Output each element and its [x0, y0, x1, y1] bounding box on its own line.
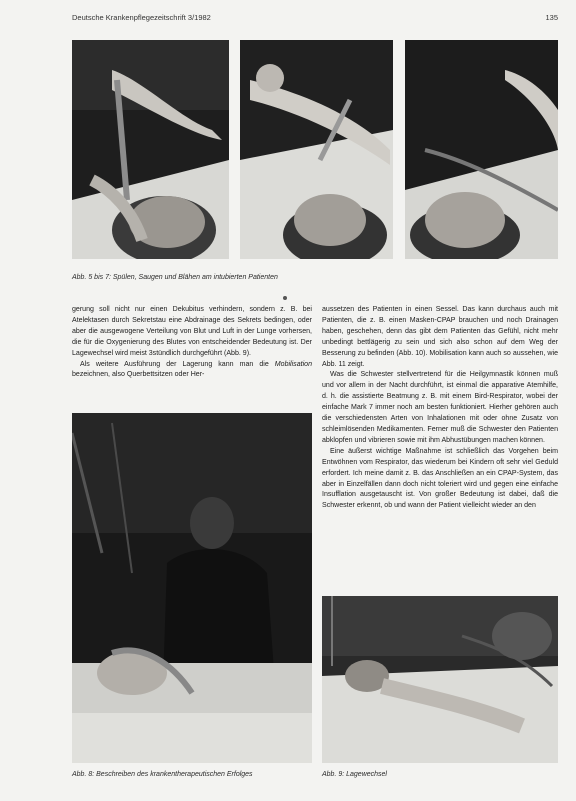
journal-title: Deutsche Krankenpflegezeitschrift 3/1982 — [72, 13, 211, 22]
photo-abb-5 — [72, 40, 229, 259]
text-column-right — [322, 305, 558, 512]
caption-abb-5-7: Abb. 5 bis 7: Spülen, Saugen und Blähen am intubierten Patienten — [72, 274, 278, 281]
page-number: 135 — [545, 13, 558, 22]
text-column-left — [72, 305, 312, 381]
paragraph-sessel: aussetzen des Patienten in einen Sessel. Das kann durchaus auch mit Patienten, die z. B. einen Masken-CPAP brauchen und noch Drainagen haben, geschehen, denn das gibt dem Patienten das Gefühl, nicht mehr unbedingt bettlägerig zu sein und sich also schon auf dem Weg der Besserung zu befinden (Abb. 10). Mobilisation kann auch so aussehen, wie Abb. 11 zeigt. — [322, 306, 558, 368]
photo-abb-9 — [322, 596, 558, 763]
running-header — [72, 13, 558, 25]
term-mobilisation: Mobilisation — [274, 360, 312, 368]
paragraph-lagerung: gerung soll nicht nur einen Dekubitus verhindern, sondern z. B. bei Atelektasen durch Sekretstau eine Abdrainage des Sekrets bedingen, oder aber die ausgewogene Verteilung von Blut und Luft in der Lunge vorhersen, die für die Oxygenierung des Blutes von entscheidender Bedeutung ist. Der Lagewechsel wird meist 3stündlich durchgeführt (Abb. 9). — [72, 306, 312, 357]
caption-abb-9: Abb. 9: Lagewechsel — [322, 771, 387, 778]
photo-abb-8 — [72, 413, 312, 763]
section-bullet — [283, 296, 287, 300]
paragraph-entwoehnung: Eine äußerst wichtige Maßnahme ist schließlich das Vorgehen beim Entwöhnen vom Respirator, das wiederum bei Kindern oft sehr viel Geduld erfordert. Ich meine damit z. B. das Anschließen an ein CPAP-System, das aber in Einzelfällen dann doch nicht toleriert wird und gegen eine einfache Insufflation ausgetauscht ist. Von großer Bedeutung ist dabei, daß die Schwester erkennt, ob und wann der Patient vielleicht wieder an den — [322, 447, 558, 510]
photo-abb-7 — [405, 40, 558, 259]
photo-abb-6 — [240, 40, 393, 259]
caption-abb-8: Abb. 8: Beschreiben des krankentherapeutischen Erfolges — [72, 771, 253, 778]
paragraph-mobilisation: Als weitere Ausführung der Lagerung kann man die Mobilisation bezeichnen, also Querbettsitzen oder Her- — [72, 360, 312, 379]
paragraph-atemhilfe: Was die Schwester stellvertretend für die Heilgymnastik können muß und vor allem in der Nacht durchführt, ist einmal die apparative Atemhilfe, d. h. die assistierte Beatmung z. B. mit einem Bird-Respirator, wobei der einfache Mark 7 immer noch am besten funktioniert. Hierher gehören auch die verschiedensten Arten von Inhalationen mit oder ohne Zusatz von schleimlösenden Medikamenten. Ferner muß die Schwester den Patienten abklopfen und vibrieren sowie mit ihm Abhustübungen machen können. — [322, 371, 558, 444]
